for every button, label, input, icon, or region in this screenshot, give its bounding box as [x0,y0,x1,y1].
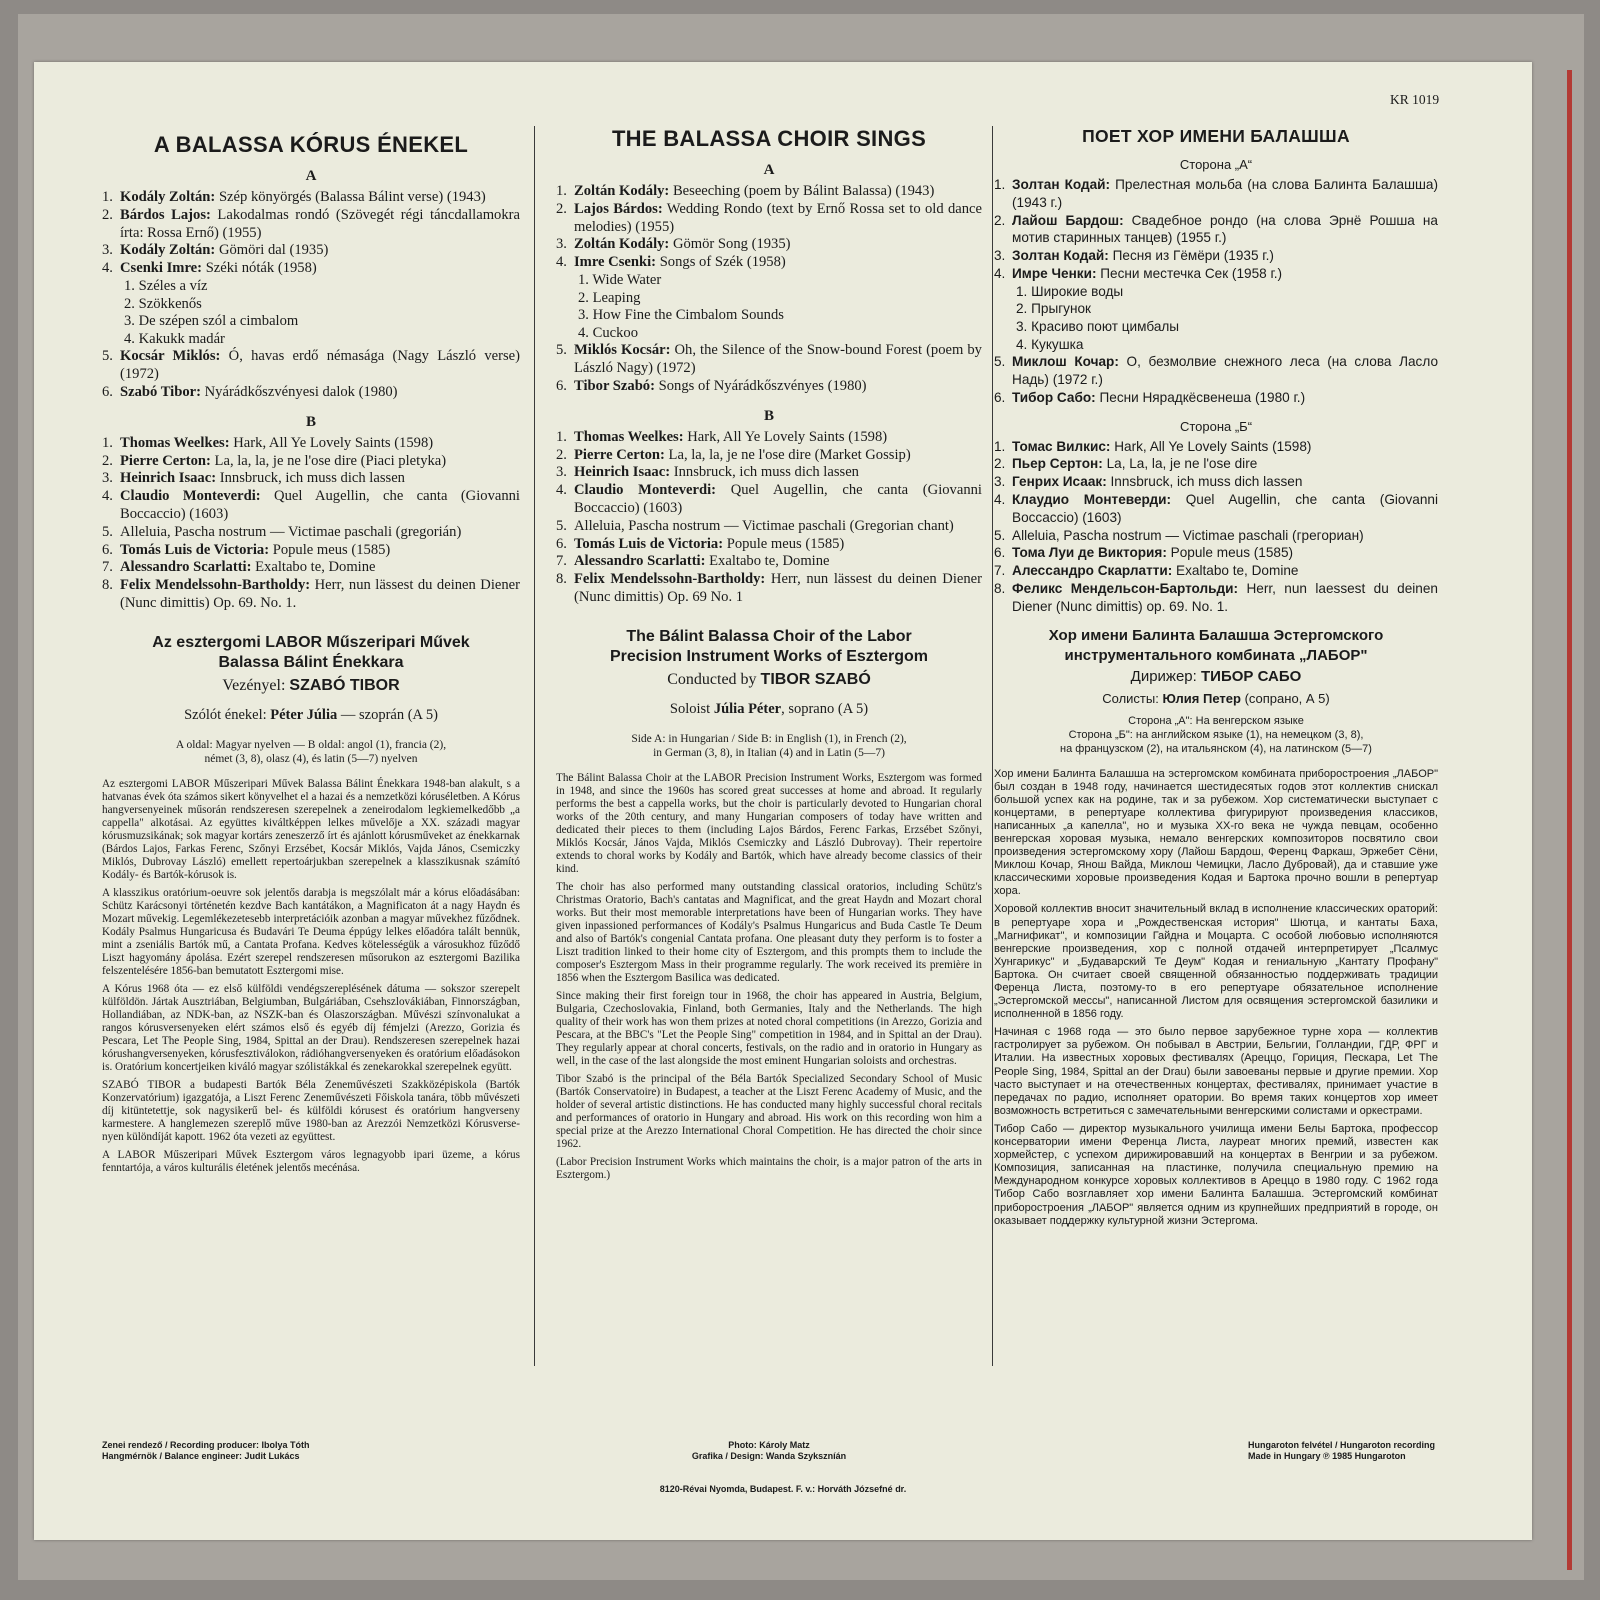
track-item: 3. Zoltán Kodály: Gömör Song (1935) [556,236,791,253]
sub-item: 1. Wide Water [578,271,662,288]
track-item: 6. Tomás Luis de Victoria: Popule meus (1585) [102,541,391,558]
liner-notes-sheet [34,62,1532,1540]
track-item: 6. Тибор Сабо: Песни Нярадкёсвенеша (1980 г.) [994,389,1306,405]
track-item: 2. Bárdos Lajos: Lakodalmas rondó (Szövegét régi táncdallamokra írta: Rossa Ernő) (1955) [102,206,520,241]
sub-item: 4. Кукушка [1016,336,1084,352]
track-item: 8. Felix Mendelssohn-Bartholdy: Herr, nun lässest du deinen Diener (Nunc dimittis) Op. 69 No. 1 [556,571,982,605]
side-a-heading: A [763,162,775,178]
english-column [556,92,982,1187]
choir-name: The Bálint Balassa Choir of the Labor [626,627,912,645]
performer-credits [102,633,520,724]
track-item: 3. Heinrich Isaac: Innsbruck, ich muss dich lassen [556,464,859,481]
side-b-tracklist [556,429,982,607]
track-item: 1. Томас Вилкис: Hark, All Ye Lovely Saints (1598) [994,438,1312,454]
column-divider [992,126,993,1366]
sleeve-edge [1567,70,1572,1570]
sub-item: 4. Cuckoo [578,324,638,341]
track-item: 6. Szabó Tibor: Nyárádkőszvényesi dalok (1980) [102,383,398,400]
sub-item: 2. Прыгунок [1016,301,1091,317]
side-a-heading: A [305,168,317,184]
side-a-heading: Сторона „А“ [1179,157,1253,172]
sub-item: 2. Szökkenős [124,295,202,312]
conductor-credit: Дирижер: ТИБОР САБО [1130,667,1302,685]
track-item: 4. Имре Ченки: Песни местечка Сек (1958 г.) [994,265,1283,281]
track-item: 6. Tibor Szabó: Songs of Nyárádkőszvényes (1980) [556,377,867,394]
track-item: 2. Лайош Бардош: Свадебное рондо (на слова Эрнё Рошша на мотив старинных танцев) (1955 г.) [994,212,1438,246]
track-item: 5. Alleluia, Pascha nostrum — Victimae paschali (Gregorian chant) [556,517,954,534]
language-note: Side A: in Hungarian / Side B: in English (1), in French (2), in German (3, 8), in Italian (4) and in Latin (5—7) [631,732,907,759]
side-a-tracklist [102,189,520,402]
language-note: Сторона „А": На венгерском языке Сторона „Б": на английском языке (1), на немецком (3, 8), на французском (2), на итальянском (4), на латинском (5—7) [1060,714,1372,755]
track-item: 3. Генрих Исаак: Innsbruck, ich muss dich lassen [994,474,1303,490]
track-item: 1. Золтан Кодай: Прелестная мольба (на слова Балинта Балашша) (1943 г.) [994,177,1438,210]
soloist-credit: Soloist Júlia Péter, soprano (A 5) [669,700,869,717]
sub-item: 4. Kakukk madár [124,330,225,347]
track-item: 4. Клаудио Монтеверди: Quel Augellin, che canta (Giovanni Boccaccio) (1603) [994,491,1438,525]
track-item: 8. Felix Mendelssohn-Bartholdy: Herr, nun lässest du deinen Diener (Nunc dimittis) Op. 69. No. 1. [102,577,521,611]
hungarian-column [102,92,520,1180]
column-title: ПОЕТ ХОР ИМЕНИ БАЛАШША [1082,126,1350,146]
soloist-credit: Солисты: Юлия Петер (сопрано, А 5) [1102,690,1330,706]
track-item: 1. Thomas Weelkes: Hark, All Ye Lovely Saints (1598) [102,434,434,451]
language-note: A oldal: Magyar nyelven — B oldal: angol (1), francia (2), német (3, 8), olasz (4), és latin (5—7) nyelven [175,738,447,765]
choir-name: Balassa Bálint Énekkara [218,653,404,671]
sub-item: 2. Leaping [578,289,641,306]
catalog-number: KR 1019 [1390,92,1440,107]
column-title: THE BALASSA CHOIR SINGS [611,126,927,151]
track-item: 3. Heinrich Isaac: Innsbruck, ich muss dich lassen [102,470,405,487]
column-divider [534,126,535,1366]
track-item: 2. Пьер Сертон: La, La, la, je ne l'ose dire [994,456,1258,472]
soloist-credit: Szólót énekel: Péter Júlia — szoprán (A 5) [184,706,438,723]
track-item: 5. Миклош Кочар: О, безмолвие снежного леса (на слова Ласло Надь) (1972 г.) [994,354,1439,387]
track-item: 5. Kocsár Miklós: Ó, havas erdő némasága (Nagy László verse) (1972) [102,348,520,383]
track-item: 2. Pierre Certon: La, la, la, je ne l'ose dire (Market Gossip) [556,446,911,463]
track-item: 1. Zoltán Kodály: Beseeching (poem by Bálint Balassa) (1943) [556,183,935,199]
track-item: 1. Kodály Zoltán: Szép könyörgés (Balassa Bálint verse) (1943) [102,189,486,205]
track-item: 6. Tomás Luis de Victoria: Popule meus (1585) [556,535,845,552]
track-item: 5. Miklós Kocsár: Oh, the Silence of the Snow-bound Forest (poem by László Nagy) (1972) [556,342,982,377]
conductor-credit: Vezényel: SZABÓ TIBOR [222,676,400,694]
track-item: 7. Алессандро Скарлатти: Exaltabo te, Domine [994,563,1299,579]
side-b-heading: Сторона „Б“ [1179,418,1253,434]
side-b-tracklist [102,435,520,613]
side-b-tracklist [994,438,1438,616]
printer-credit: 8120-Révai Nyomda, Budapest. F. v.: Horváth Józsefné dr. [659,1484,907,1494]
choir-name: Precision Instrument Works of Esztergom [610,647,928,665]
track-item: 7. Alessandro Scarlatti: Exaltabo te, Domine [102,559,376,576]
track-item: 4. Imre Csenki: Songs of Szék (1958) [556,254,786,271]
liner-notes-text: Хор имени Балинта Балашша на эстергомском комбината приборостроения „ЛАБОР" был создан в 1948 году, начинается шестидесятых годов этот коллектив снискал большой успех как на родине, так и за рубежом. Хор систематически выступает с концертами, в репертуаре коллектива фигурируют произведения классиков, написанных „а капелла", но и музыка XX-го века не чужда певцам, особенно венгерская хоровая музыка, немало венгерских композиторов посвятило свои произведения эстергомскому хору (Лайош Бардош, Ференц Фаркаш, Эржебет Сёни, Миклош Кочар, Янош Вайда, Миклош Чемицки, Ласло Дубровай), да и ставшие уже классическими хоровые произведения Кодая и Бартока прочно вошли в репертуар хора. Хоровой коллектив вносит значительный вклад в исполнение классических ораторий: в репертуаре хора и „Рождественская история" Шютца, и кантаты Баха, „Магнификат", и композиции Гайдна и Моцарта. С особой любовью исполняются венгерские произведения, хор с полной отдачей интерпретирует „Псалмус Хунгарикус" и „Будаварский Те Деум" Кодая и гениальную „Кантату Профану" Бартока. Он считает своей священной обязанностью поддерживать традиции Ференца Листа, поэтому-то в его репертуаре обязательное исполнение „Эстергомской мессы", написанной Листом для освящения эстергомской базилики и исполненной в 1856 году. Начиная с 1968 года — это было первое зарубежное турне хора — коллектив гастролирует за рубежом. Он побывал в Австрии, Бельгии, Голландии, ГДР, ФРГ и Италии. На известных хоровых фестивалях (Ареццо, Гориция, Пескара, Let The People Sing, 1984, Spittal an der Drau) были завоеваны первые и другие премии. Хор часто выступает и на отечественных концертах, фестивалях, принимает участие в передачах по радио, исполняет оратории. Во время таких концертов хор имеет возможность встретиться с замечательными венгерскими солистами и оркестрами. Тибор Сабо — директор музыкального училища имени Белы Бартока, профессор консерватории имени Ференца Листа, лауреат многих премий, известен как хормейстер, с успехом дирижировавший на концертах в Венгрии и за рубежом. Композиция, записанная на пластинке, получила специальную премию на Международном конкурсе хоровых коллективов в Ареццо в 1980 году. С 1962 года Тибор Сабо возглавляет хор имени Балинта Балашша. Эстергомский комбинат приборостроения „ЛАБОР" является одним из крупнейших предприятий в городе, он оказывает поддержку культурной жизни Эстергома. [994,767,1438,1227]
track-item: 7. Alessandro Scarlatti: Exaltabo te, Domine [556,553,830,570]
track-item: 4. Claudio Monteverdi: Quel Augellin, che canta (Giovanni Boccaccio) (1603) [556,482,982,516]
sub-item: 3. How Fine the Cimbalom Sounds [578,307,784,324]
side-a-tracklist [556,183,982,396]
recording-credits: Zenei rendező / Recording producer: Ibolya Tóth Hangmérnök / Balance engineer: Judit Lukács [102,1440,310,1461]
side-b-heading: B [763,407,774,424]
performer-credits [556,627,982,718]
side-a-tracklist [994,176,1438,407]
choir-name: Az esztergomi LABOR Műszeripari Művek [152,633,470,651]
russian-column [994,92,1438,1233]
liner-notes-text: The Bálint Balassa Choir at the LABOR Precision Instrument Works, Esztergom was formed in 1948, and since the 1960s has scored great successes at home and abroad. It regularly performs the best a cappella works, but the choir is particularly devoted to Hungarian choral works of the 20th century, and many Hungarian composers of today have written and dedicated their pieces to them (including Lajos Bárdos, Ferenc Farkas, Erzsébet Szőnyi, Miklós Kocsár, János Vajda, Miklós Csemiczky and László Dubrovay). Their repertoire extends to choral works by Kodály and Bartók, which have already become classics of their kind. The choir has also performed many outstanding classical oratorios, including Schütz's Christmas Oratorio, Bach's cantatas and Magnificat, and the great Haydn and Mozart choral works. But their most memorable interpretations have been of Hungarian works. They have given inpassioned performances of Kodály's Psalmus Hungaricus and Buda Castle Te Deum and also of Bartók's congenial Cantata profana. One pleasant duty they perform is to foster a Liszt tradition linked to their home city of Esztergom, and this prompts them to include the composer's Esztergom Mass in their programme regularly. The work received its première in 1856 when the Esztergom Basilica was dedicated. Since making their first foreign tour in 1968, the choir has appeared in Austria, Belgium, Bulgaria, Czechoslovakia, Finland, both Germanies, Italy and the Netherlands. The high quality of their work has won them prizes at noted choral competitions (in Arezzo, Gorizia and Pescara, at the BBC's "Let the People Sing" competition in 1984, and in Spittal an der Drau). They regularly appear at choral concerts, festivals, on the radio and in oratorio in Hungary as well, in the case of the last alongside the most eminent Hungarian soloists and orchestras. Tibor Szabó is the principal of the Béla Bartók Specialized Secondary School of Music (Bartók Conservatoire) in Budapest, a teacher at the Liszt Ferenc Academy of Music, and the holder of several artistic distinctions. He has conducted many highly successful choral recitals and performances of oratorio in Hungary and abroad. His work on this recording won him a special prize at the Arezzo International Choral Competition. He has directed the choir since 1962. (Labor Precision Instrument Works which maintains the choir, is a major patron of the arts in Esztergom.) [556,771,982,1181]
track-item: 5. Alleluia, Pascha nostrum — Victimae paschali (gregorián) [102,523,462,540]
track-item: 3. Золтан Кодай: Песня из Гёмëри (1935 г.) [994,248,1274,264]
sub-item: 1. Широкие воды [1016,283,1124,299]
track-item: 3. Kodály Zoltán: Gömöri dal (1935) [102,242,329,259]
track-item: 2. Pierre Certon: La, la, la, je ne l'ose dire (Piaci pletyka) [102,452,447,469]
choir-name: инструментального комбината „ЛАБОР" [1064,646,1368,664]
track-item: 1. Thomas Weelkes: Hark, All Ye Lovely Saints (1598) [556,428,888,445]
sub-item: 3. Красиво поют цимбалы [1016,318,1180,334]
sub-item: 1. Széles a víz [124,277,208,294]
design-credits: Photo: Károly Matz Grafika / Design: Wanda Szykszníán [691,1440,847,1461]
column-title: A BALASSA KÓRUS ÉNEKEL [153,132,469,157]
sub-item: 3. De szépen szól a cimbalom [124,313,299,330]
performer-credits [994,626,1438,706]
track-item: 6. Тома Луи де Виктория: Popule meus (1585) [994,545,1294,561]
conductor-credit: Conducted by TIBOR SZABÓ [667,670,871,688]
label-credits: Hungaroton felvétel / Hungaroton recording Made in Hungary ℗ 1985 Hungaroton [1248,1440,1436,1461]
track-item: 8. Феликс Мендельсон-Бартольди: Herr, nun laessest du deinen Diener (Nunc dimittis) op. 69. No. 1. [994,580,1438,614]
track-item: 4. Claudio Monteverdi: Quel Augellin, che canta (Giovanni Boccaccio) (1603) [102,488,520,522]
choir-name: Хор имени Балинта Балашша Эстергомского [1048,626,1384,644]
track-item: 2. Lajos Bárdos: Wedding Rondo (text by Ernő Rossa set to old dance melodies) (1955) [556,200,982,235]
track-item: 5. Alleluia, Pascha nostrum — Victimae paschali (грегориан) [994,527,1364,543]
track-item: 4. Csenki Imre: Széki nóták (1958) [102,260,317,277]
side-b-heading: B [305,413,316,430]
liner-notes-text: Az esztergomi LABOR Műszeripari Művek Balassa Bálint Énekkara 1948-ban alakult, s a hatvanas évek óta számos sikert könyvelhet el a hazai és a nemzetközi kóruséletben. A Kórus hangversenyeinek műsorán rendszeresen szerepelnek a zeneirodalom legkiemelkedőbb „a cappella" alkotásai. Az együttes kiváltképpen lelkes művelője a XX. századi magyar kórusmuzsikának; sok magyar kortárs zeneszerző írt és ajánlott kórusműveket az énekkarnak (Bárdos Lajos, Farkas Ferenc, Szőnyi Erzsébet, Kocsár Miklós, Vajda János, Csemiczky Miklós, Dubrovay László) emellett repertoárjukban szerepelnek a klasszikusnak számító Kodály- és Bartók-kórusok is. A klasszikus oratórium-oeuvre sok jelentős darabja is megszólalt már a kórus előadásában: Schütz Karácsonyi történetén kezdve Bach kantátákon, a Magnificaton át a nagy Haydn és Mozart művekig. Legemlékezetesebb interpretációik azonban a magyar művekhez fűződnek. Kodály Psalmus Hungaricusa és Budavári Te Deuma éppúgy lelkes előadóra talált bennük, mint a zseniális Bartók mű, a Cantata Profana. Kedves kötelességük a városukhoz fűződő Liszt hagyomány ápolása. Ezért szerepel rendszeresen műsorukon az esztergomi Bazilika felszentelésére 1856-ban bemutatott Esztergomi mise. A Kórus 1968 óta — ez első külföldi vendégszereplésének dátuma — sokszor szerepelt külföldön. Jártak Ausztriában, Belgiumban, Bulgáriában, Csehszlovákiában, Finnországban, Hollandiában, az NDK-ban, az NSZK-ban és Olaszországban. Művészi színvonalukat a rangos kórusversenyeken elért számos első és egyéb díj fémjelzi (Arezzo, Gorizia és Pescara, Let The People Sing, 1984, Spittal an der Drau). Rendszeresen szerepelnek hazai kórushangversenyeken, kórusfesztiválokon, rádióhangversenyeken és oratórium előadásokon is. Oratórium koncertjeiken kiváló magyar szólistákkal és zenekarokkal szerepelnek együtt. SZABÓ TIBOR a budapesti Bartók Béla Zeneművészeti Szakközépiskola (Bartók Konzervatórium) igazgatója, a Liszt Ferenc Zeneművészeti Főiskola tanára, több művészeti díj kitüntetettje, sok nagysikerű bel- és külföldi kórusest és oratórium hangverseny karmestere. A hanglemezen szereplő műve 1980-ban az Arezzói Nemzetközi Kórusversenyen különdíját kapott. 1962 óta vezeti az együttest. A LABOR Műszeripari Művek Esztergom város legnagyobb ipari üzeme, a kórus fenntartója, a város kulturális életének jelentős mecénása. [102,777,520,1174]
